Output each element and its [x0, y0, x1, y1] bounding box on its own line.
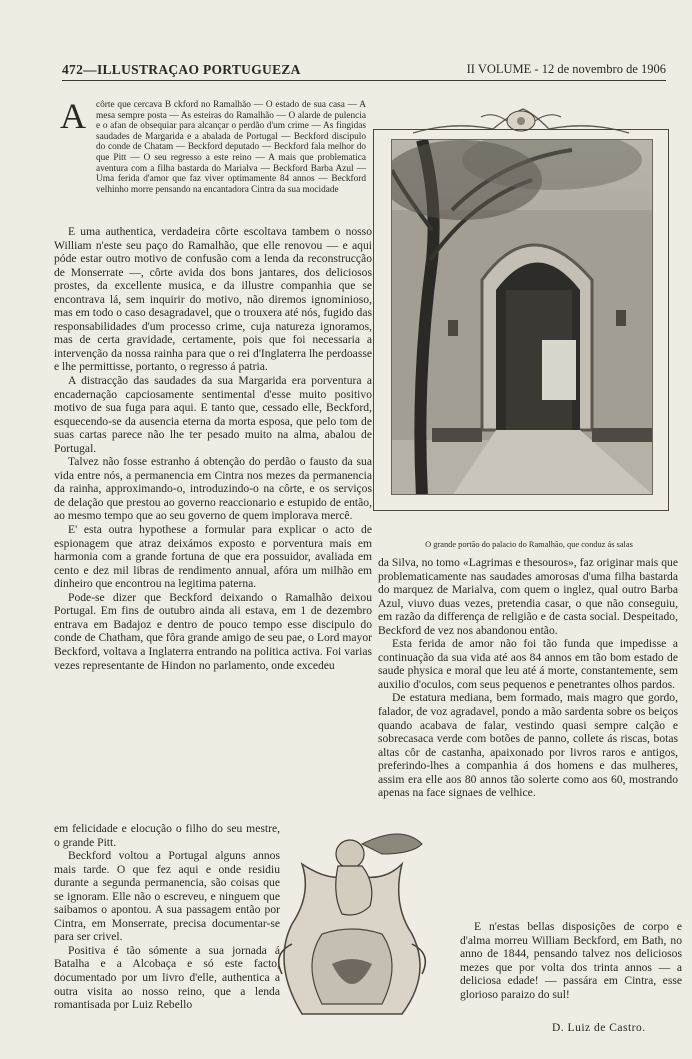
- paragraph: Pode-se dizer que Beckford deixando o Ramalhão deixou Portugal. Em fins de outubro ainda ali estava, em 1 de dezembro entrava em Badajoz e dentro de pouco tempo esse discipulo do conde de Chatham, que fôra grande amigo de seu pae, o Lord mayor Beckford, voltava a Inglaterra entrando na politica activa. Foi varias vezes representante de Hindon no parlamento, onde excedeu: [54, 590, 372, 672]
- photo-caption: O grande portão do palacio do Ramalhão, que conduz ás salas: [425, 540, 633, 549]
- paragraph: em felicidade e elocução o filho do seu mestre, o grande Pitt.: [54, 822, 280, 849]
- cherub-cartouche-ornament: [262, 814, 442, 1026]
- article-column-left: [54, 225, 372, 672]
- article-column-left-lower: [54, 822, 280, 1012]
- photo-frame: [373, 103, 669, 511]
- header-issue-date: II VOLUME - 12 de novembro de 1906: [466, 62, 666, 76]
- header-rule: [62, 80, 666, 81]
- paragraph: Talvez não fosse estranho á obtenção do perdão o fausto da sua vida entre nós, a permanencia em Cintra nos mezes da permanencia da rainha, approximando-o, introduzindo-o na côrte, e os serviços de delação que prestou ao governo reaccionario e estupido de então, ao mesmo tempo que ao seu governo de quem implorava mercê.: [54, 455, 372, 523]
- author-signature: D. Luiz de Castro.: [552, 1022, 646, 1034]
- photo-gateway-illustration: [392, 140, 653, 495]
- header-title: 472—ILLUSTRAÇAO PORTUGUEZA: [62, 62, 301, 77]
- article-summary: [96, 100, 366, 195]
- paragraph: E' esta outra hypothese a formular para explicar o acto de espionagem que atraz deixámos exposto e porventura mais em harmonia com a grande fortuna de que era possuidor, avaliada em cento e dez mil libras de rendimento annual, afóra um milhão em dinheiro que encontrou na legitima paterna.: [54, 523, 372, 591]
- paragraph: Beckford voltou a Portugal alguns annos mais tarde. O que fez aqui e onde residiu durante a segunda permanencia, são coisas que se ignoram. Elle não o escreveu, e ninguem que saibamos o apontou. A sua passagem então por Cintra, em Monserrate, precisa documentar-se para ser crivel.: [54, 849, 280, 944]
- paragraph: A distracção das saudades da sua Margarida era porventura a encadernação capciosamente sentimental d'esse muito positivo motivo de sua fuga para aqui. E tanto que, cessado elle, Beckford, esquecendo-se da ausencia eterna da morta esposa, que pelo tom de suas cartas parece não lhe ter pesado muito na alma, abalou de Portugal.: [54, 374, 372, 455]
- paragraph: E uma authentica, verdadeira côrte escoltava tambem o nosso William n'este seu paço do Ramalhão, que elle renovou — e aqui póde estar outro motivo de confusão com a lenda da reconstrucção de Monserrate —, côrte avida dos bons jantares, dos deliciosos prostes, da excellente musica, e da illustre companhia que se encontrava lá, sem inquirir do motivo, não diremos ignominioso, mas em todo o caso desagradavel, que o trouxera até nós, fugido das responsabilidades d'um processo crime, cuja natureza ignoramos, mas de certa gravidade, certamente, pois que foi necessaria a intervenção da nossa rainha para que o rei d'Inglaterra lhe perdoasse e lhe permittisse, portanto, o regresso á patria.: [54, 225, 372, 374]
- paragraph: Positiva é tão sómente a sua jornada á Batalha e a Alcobaça e só este facto, documentado por um livro d'elle, authentica a outra visita ao nosso reino, que a lenda romantisada por Luiz Rebello: [54, 943, 280, 1012]
- page-header: [62, 62, 666, 80]
- paragraph: E n'estas bellas disposições de corpo e d'alma morreu William Beckford, em Bath, no anno de 1844, pensando talvez nos deliciosos mezes que por volta dos trinta annos — a deliciosa edade! — passára em Cintra, esse glorioso paraizo do sul!: [460, 920, 682, 1001]
- article-column-right: [378, 556, 678, 800]
- ramalhao-gate-photo: [391, 139, 653, 495]
- paragraph: Esta ferida de amor não foi tão funda que impedisse a continuação da sua vida até aos 84 annos em tão bom estado de saude physica e moral que leu até á morte, constantemente, sem auxilio d'oculos, com seus pequenos e penetrantes olhos pardos.: [378, 637, 678, 691]
- paragraph: da Silva, no tomo «Lagrimas e thesouros», faz originar mais que problematicamente nas saudades amorosas d'uma filha bastarda do marquez de Marialva, com quem o inglez, qual outro Barba Azul, viuvo duas vezes, pretendia casar, o que não conseguiu, em razão da differença de religião e de casta social. Despeitado, Beckford de vez nos abandonou então.: [378, 556, 678, 637]
- paragraph: De estatura mediana, bem formado, mais magro que gordo, falador, de voz agradavel, pondo a mão sardenta sobre os beiços quando acabava de falar, vestindo quasi sempre calção e sobrecasaca verde com botões de panno, collete ás riscas, botas altas côr de castanha, apaixonado por livros raros e antigos, preferindo-lhes a companhia á dos homens e das mulheres, assim era elle aos 80 annos tão solerte como aos 60, mostrando apenas na face signaes de velhice.: [378, 691, 678, 800]
- article-column-right-lower: [460, 920, 682, 1001]
- summary-text: côrte que cercava B ckford no Ramalhão — O estado de sua casa — A mesa sempre posta — As esteiras do Ramalhão — O alarde de pulencia e o afan de obsequiar para alcançar o perdão d'um crime — As fingidas saudades de Margarida e a abalada de Portugal — Beckford discipulo do conde de Chatam — Beckford deputado — Beckford fala melhor do que Pitt — O seu regresso a este reino — A mais que problematica aventura com a filha bastarda do Marialva — Beckford Barba Azul — Uma ferida d'amor que faz viver optimamente 84 annos — Beckford velhinho morre pensando na encantadora Cintra da sua mocidade: [96, 100, 366, 195]
- drop-cap: A: [60, 96, 86, 136]
